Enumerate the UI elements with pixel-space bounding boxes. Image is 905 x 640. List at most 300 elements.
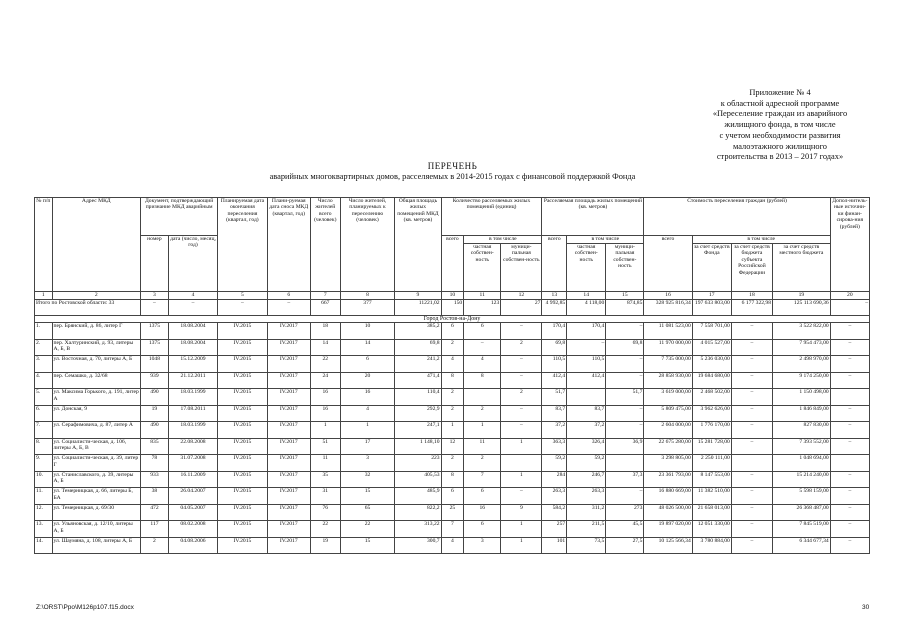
table-cell: –	[830, 521, 869, 538]
table-cell: –	[731, 422, 772, 439]
table-cell: 12.	[35, 504, 53, 521]
table-cell: 78	[141, 455, 169, 472]
column-number: 1	[35, 292, 53, 300]
table-cell: 18.03.1999	[168, 389, 217, 406]
table-cell: –	[731, 389, 772, 406]
table-cell: 385,2	[395, 323, 441, 340]
table-cell: 65	[340, 504, 395, 521]
table-cell: –	[501, 372, 542, 389]
table-cell: 83,7	[567, 405, 606, 422]
table-cell: 15.12.2009	[168, 356, 217, 373]
table-cell: –	[830, 488, 869, 505]
table-cell: 412,4	[567, 372, 606, 389]
column-number: 4	[168, 292, 217, 300]
table-cell	[830, 455, 869, 472]
table-row	[35, 339, 870, 356]
col-apartments-total: всего	[441, 236, 464, 292]
annex-line: к областной адресной программе	[720, 98, 840, 108]
table-cell: –	[731, 488, 772, 505]
table-cell: IV.2015	[218, 438, 267, 455]
table-cell: 31	[310, 488, 340, 505]
table-cell: 32	[340, 471, 395, 488]
table-cell	[464, 389, 501, 406]
table-cell: 2	[441, 405, 464, 422]
table-cell: –	[830, 339, 869, 356]
table-cell: –	[830, 537, 869, 554]
total-label: Итого по Ростовской области: 33	[35, 300, 141, 316]
table-cell: 2	[501, 389, 542, 406]
total-cell: 328 925 816,34	[644, 300, 692, 316]
table-cell: 6	[464, 323, 501, 340]
table-cell: –	[501, 356, 542, 373]
table-cell: 10 125 566,34	[644, 537, 692, 554]
table-cell: 22	[310, 521, 340, 538]
table-cell: –	[830, 438, 869, 455]
table-cell: –	[501, 323, 542, 340]
table-cell: 300,7	[395, 537, 441, 554]
table-cell: 7 393 552,00	[773, 438, 831, 455]
table-cell: –	[731, 356, 772, 373]
total-cell: 197 633 803,00	[692, 300, 731, 316]
column-number: 17	[692, 292, 731, 300]
col-cost-fund: за счет средств Фонда	[692, 244, 731, 292]
table-cell: 247,1	[395, 422, 441, 439]
total-cell: –	[168, 300, 217, 316]
table-cell: 9 174 250,00	[773, 372, 831, 389]
table-cell: 485,9	[395, 488, 441, 505]
table-row	[35, 455, 870, 472]
col-apt-private: частная собствен-ность	[464, 244, 501, 292]
col-area-total: всего	[542, 236, 567, 292]
table-cell: 5 809 475,00	[644, 405, 692, 422]
table-row	[35, 471, 870, 488]
table-cell: 110,4	[395, 389, 441, 406]
table-cell	[731, 455, 772, 472]
table-cell: 292,9	[395, 405, 441, 422]
table-cell: IV.2017	[267, 405, 310, 422]
document-subtitle: аварийных многоквартирных домов, расселяемых в 2014-2015 годах с финансовой поддержкой Фонда	[269, 172, 636, 181]
table-cell: 16	[310, 405, 340, 422]
table-cell: 2	[464, 455, 501, 472]
col-cost-incl: в том числе	[692, 236, 830, 244]
footer-page-number: 30	[862, 604, 870, 611]
column-number: 13	[542, 292, 567, 300]
col-cost-total: всего	[644, 236, 692, 292]
table-cell: IV.2015	[218, 356, 267, 373]
table-cell: 2	[464, 405, 501, 422]
total-cell: –	[267, 300, 310, 316]
column-number: 6	[267, 292, 310, 300]
table-cell: 311,2	[567, 504, 606, 521]
table-cell: 21 658 013,00	[692, 504, 731, 521]
column-number: 7	[310, 292, 340, 300]
table-cell: 313,22	[395, 521, 441, 538]
table-cell: 11 081 523,00	[644, 323, 692, 340]
table-cell: IV.2015	[218, 422, 267, 439]
table-cell: 35	[310, 471, 340, 488]
table-cell: 7 558 701,00	[692, 323, 731, 340]
table-cell	[830, 389, 869, 406]
table-cell: IV.2015	[218, 339, 267, 356]
table-cell: 263,3	[567, 488, 606, 505]
table-cell: IV.2017	[267, 438, 310, 455]
table-row	[35, 422, 870, 439]
table-cell: –	[606, 372, 644, 389]
col-doc-date: дата (число, месяц, год)	[168, 236, 217, 292]
table-cell: 3 522 822,00	[773, 323, 831, 340]
table-cell: 83,7	[542, 405, 567, 422]
column-number: 9	[395, 292, 441, 300]
table-cell: 170,4	[567, 323, 606, 340]
table-cell: 25	[441, 504, 464, 521]
table-cell: 21.12.2011	[168, 372, 217, 389]
table-cell: –	[606, 356, 644, 373]
table-row	[35, 389, 870, 406]
table-cell: 16 880 669,00	[644, 488, 692, 505]
table-cell: пер. Семашко, д. 32/68	[52, 372, 141, 389]
table-cell: 1	[310, 422, 340, 439]
table-cell: 3 962 626,00	[692, 405, 731, 422]
table-cell: 2 498 970,00	[773, 356, 831, 373]
total-cell: 4 992,85	[542, 300, 567, 316]
table-cell: –	[606, 405, 644, 422]
table-cell: –	[731, 521, 772, 538]
table-cell: 4.	[35, 372, 53, 389]
table-cell: 7	[441, 521, 464, 538]
table-cell: 19 684 680,00	[692, 372, 731, 389]
table-cell: 1 148,10	[395, 438, 441, 455]
table-cell: 933	[141, 471, 169, 488]
column-number: 18	[731, 292, 772, 300]
table-cell: 827 830,00	[773, 422, 831, 439]
table-cell: 76	[310, 504, 340, 521]
column-number: 3	[141, 292, 169, 300]
col-area-incl: в том числе	[567, 236, 644, 244]
col-planned-end: Планируемая дата окончания переселения (квартал, год)	[218, 198, 267, 292]
table-cell: 73,5	[567, 537, 606, 554]
table-cell: 6	[464, 521, 501, 538]
table-cell: 1 048 694,00	[773, 455, 831, 472]
table-cell: 15 281 728,00	[692, 438, 731, 455]
table-cell: 490	[141, 389, 169, 406]
column-number: 5	[218, 292, 267, 300]
table-cell: 15	[340, 488, 395, 505]
table-cell: 2	[501, 339, 542, 356]
table-row	[35, 438, 870, 455]
total-cell: –	[218, 300, 267, 316]
table-cell: 405,53	[395, 471, 441, 488]
table-cell: 19 897 020,00	[644, 521, 692, 538]
table-cell: 8.	[35, 438, 53, 455]
table-cell: 10.	[35, 471, 53, 488]
table-cell: 08.02.2008	[168, 521, 217, 538]
col-apartments-incl: в том числе	[464, 236, 542, 244]
table-cell: IV.2015	[218, 389, 267, 406]
table-cell: 69,8	[542, 339, 567, 356]
table-cell: 18.08.2004	[168, 323, 217, 340]
table-row	[35, 372, 870, 389]
table-cell: 11.	[35, 488, 53, 505]
table-cell: 59,2	[542, 455, 567, 472]
table-cell: 18.03.1999	[168, 422, 217, 439]
table-cell: 7 845 519,00	[773, 521, 831, 538]
table-cell: IV.2015	[218, 455, 267, 472]
table-cell: 48 026 500,00	[644, 504, 692, 521]
annex-line: с учетом необходимости развития	[719, 130, 841, 140]
table-cell: 04.08.2006	[168, 537, 217, 554]
col-num: № п/п	[35, 198, 53, 292]
document-title: ПЕРЕЧЕНЬ	[427, 161, 478, 171]
table-cell: 11 970 000,00	[644, 339, 692, 356]
table-cell: 101	[542, 537, 567, 554]
table-cell: 8	[441, 372, 464, 389]
col-doc-number: номер	[141, 236, 169, 292]
total-cell: –	[141, 300, 169, 316]
table-row	[35, 521, 870, 538]
table-cell: 2 468 502,00	[692, 389, 731, 406]
table-cell: ул. Донская, 9	[52, 405, 141, 422]
col-apt-municipal: муници-пальная собствен-ность	[501, 244, 542, 292]
table-cell: –	[606, 422, 644, 439]
table-cell: 19	[141, 405, 169, 422]
table-cell: 9	[501, 504, 542, 521]
table-cell: 15 214 240,00	[773, 471, 831, 488]
table-row	[35, 323, 870, 340]
table-cell: 2	[441, 455, 464, 472]
table-cell: 24	[310, 372, 340, 389]
table-cell: 3 619 000,00	[644, 389, 692, 406]
table-cell: –	[731, 537, 772, 554]
table-cell: ул. Станиславского, д. 39, литеры А, Б	[52, 471, 141, 488]
table-cell: 170,4	[542, 323, 567, 340]
annex-line: «Переселение граждан из аварийного	[712, 109, 848, 119]
table-cell: 38	[141, 488, 169, 505]
table-cell: –	[567, 339, 606, 356]
table-cell: 241,2	[395, 356, 441, 373]
table-cell: 7.	[35, 422, 53, 439]
table-cell: 835	[141, 438, 169, 455]
table-cell: 19	[310, 537, 340, 554]
table-cell: 22.08.2008	[168, 438, 217, 455]
table-cell: 6	[464, 488, 501, 505]
table-cell: 2	[141, 537, 169, 554]
table-cell: IV.2017	[267, 521, 310, 538]
table-cell: 51,7	[606, 389, 644, 406]
column-number: 16	[644, 292, 692, 300]
table-cell: 211,5	[567, 521, 606, 538]
table-cell: 16	[464, 504, 501, 521]
table-cell: IV.2015	[218, 504, 267, 521]
table-cell: IV.2017	[267, 488, 310, 505]
table-cell: –	[606, 488, 644, 505]
register-table	[34, 197, 870, 554]
column-number: 15	[606, 292, 644, 300]
table-cell: 7 735 000,00	[644, 356, 692, 373]
table-cell: 22	[310, 356, 340, 373]
table-cell: 584,2	[542, 504, 567, 521]
table-cell: 14	[340, 339, 395, 356]
table-cell: –	[830, 471, 869, 488]
table-cell: ул. Социалисти-ческая, д. 106, литеры А, Б, В	[52, 438, 141, 455]
column-number-row	[35, 292, 870, 300]
table-cell: –	[606, 323, 644, 340]
table-cell: 37,3	[606, 471, 644, 488]
table-cell: –	[731, 504, 772, 521]
table-cell: –	[830, 356, 869, 373]
table-cell: 27,5	[606, 537, 644, 554]
col-planned-demolition: Плани-руемая дата сноса МКД (квартал, год)	[267, 198, 310, 292]
table-cell: IV.2017	[267, 471, 310, 488]
table-cell: 14.	[35, 537, 53, 554]
table-cell: 110,5	[542, 356, 567, 373]
col-area-municipal: муници-пальная собствен-ность	[606, 244, 644, 292]
table-cell: –	[731, 323, 772, 340]
table-cell: 246,7	[567, 471, 606, 488]
table-cell: 8	[464, 372, 501, 389]
table-cell: IV.2015	[218, 488, 267, 505]
table-cell: 3 780 884,00	[692, 537, 731, 554]
table-cell: 1	[464, 422, 501, 439]
table-cell: 14	[310, 339, 340, 356]
table-cell: 5 236 030,00	[692, 356, 731, 373]
table-cell: –	[830, 504, 869, 521]
table-cell: 37,2	[567, 422, 606, 439]
table-cell: IV.2017	[267, 372, 310, 389]
annex-line: строительства в 2013 – 2017 годах»	[716, 152, 844, 162]
table-cell: 45,5	[606, 521, 644, 538]
table-cell: 7	[464, 471, 501, 488]
city-header-row	[35, 316, 870, 323]
table-cell: ул. Темерницкая, д. 66, литеры Б, БА	[52, 488, 141, 505]
table-cell: 26 368 487,00	[773, 504, 831, 521]
col-cost: Стоимость переселения граждан (рублей)	[644, 198, 830, 236]
table-cell: 8	[441, 471, 464, 488]
table-cell: 22	[340, 521, 395, 538]
table-cell: 1.	[35, 323, 53, 340]
table-cell: 04.05.2007	[168, 504, 217, 521]
table-cell: IV.2017	[267, 455, 310, 472]
table-cell: 28 858 930,00	[644, 372, 692, 389]
total-cell: 125 113 690,36	[773, 300, 831, 316]
table-cell: –	[464, 339, 501, 356]
table-cell: 2	[441, 389, 464, 406]
table-cell: IV.2015	[218, 521, 267, 538]
table-cell: 822,2	[395, 504, 441, 521]
table-cell: 4	[441, 356, 464, 373]
column-number: 10	[441, 292, 464, 300]
table-cell: –	[501, 422, 542, 439]
table-cell: IV.2015	[218, 372, 267, 389]
table-cell: 16	[340, 389, 395, 406]
col-apartments: Количество расселяемых жилых помещений (единиц)	[441, 198, 542, 236]
table-cell: IV.2017	[267, 422, 310, 439]
table-cell: 13.	[35, 521, 53, 538]
total-cell: 377	[340, 300, 395, 316]
table-cell: 1 846 849,00	[773, 405, 831, 422]
total-cell: 150	[441, 300, 464, 316]
table-cell: 20	[340, 372, 395, 389]
table-cell: 472	[141, 504, 169, 521]
table-cell: 11	[310, 455, 340, 472]
table-cell: 471,4	[395, 372, 441, 389]
table-cell: 1 150 498,00	[773, 389, 831, 406]
footer-file-path: Z:\ORST\Ppo\M126p107.f15.docx	[36, 604, 134, 611]
col-area-resettled: Расселяемая площадь жилых помещений (кв. метров)	[542, 198, 644, 236]
table-cell: 3 298 805,00	[644, 455, 692, 472]
table-cell: ул. Восточная, д. 70, литеры А, Б	[52, 356, 141, 373]
table-cell: 273	[606, 504, 644, 521]
table-cell: 7 954 473,00	[773, 339, 831, 356]
col-residents: Число жителей всего (человек)	[310, 198, 340, 292]
table-cell: 12 051 330,00	[692, 521, 731, 538]
table-cell: 8 147 553,00	[692, 471, 731, 488]
table-cell: 412,4	[542, 372, 567, 389]
table-cell: 284	[542, 471, 567, 488]
annex-block	[690, 88, 870, 163]
table-cell: ул. Серафимовича, д. 87, литер А	[52, 422, 141, 439]
table-cell: 18	[310, 323, 340, 340]
table-cell: 26.04.2007	[168, 488, 217, 505]
table-cell: IV.2017	[267, 389, 310, 406]
table-cell: –	[731, 372, 772, 389]
total-cell: 6 177 322,98	[731, 300, 772, 316]
table-cell: 1	[501, 471, 542, 488]
table-cell: 18.08.2004	[168, 339, 217, 356]
table-cell: –	[731, 405, 772, 422]
table-cell: 12	[441, 438, 464, 455]
table-cell: 3	[340, 455, 395, 472]
table-cell	[501, 455, 542, 472]
column-number: 14	[567, 292, 606, 300]
table-cell: IV.2017	[267, 323, 310, 340]
table-cell: 22 675 280,00	[644, 438, 692, 455]
table-cell: ул. Ульяновская, д. 12/10, литеры А, Б	[52, 521, 141, 538]
table-cell: IV.2015	[218, 405, 267, 422]
table-cell: 2.	[35, 339, 53, 356]
table-cell: 16	[310, 389, 340, 406]
table-cell: 31.07.2008	[168, 455, 217, 472]
table-cell: 1	[501, 537, 542, 554]
table-cell	[567, 389, 606, 406]
table-cell: IV.2015	[218, 471, 267, 488]
total-cell: –	[830, 300, 869, 316]
table-cell: 59,2	[567, 455, 606, 472]
col-extra: Допол-нитель-ные источни-ки финан-сирова-ния (рублей)	[830, 198, 869, 292]
table-cell: –	[731, 471, 772, 488]
annex-line: жилищного фонда, в том числе	[724, 120, 836, 130]
table-cell: 16.11.2009	[168, 471, 217, 488]
table-cell: 1375	[141, 323, 169, 340]
table-cell: 4	[340, 405, 395, 422]
table-cell: 6	[441, 323, 464, 340]
table-cell: 69,8	[395, 339, 441, 356]
total-row	[35, 300, 870, 316]
table-cell: 223	[395, 455, 441, 472]
column-number: 12	[501, 292, 542, 300]
table-cell: IV.2017	[267, 356, 310, 373]
table-cell: 490	[141, 422, 169, 439]
table-cell: 6	[340, 356, 395, 373]
table-cell: 17.08.2011	[168, 405, 217, 422]
table-cell: 117	[141, 521, 169, 538]
total-cell: 123	[464, 300, 501, 316]
table-row	[35, 356, 870, 373]
col-cost-region: за счет средств бюджета субъекта Российской Федерации	[731, 244, 772, 292]
table-cell: 69,8	[606, 339, 644, 356]
table-cell: пер. Брянский, д. 86, литер Г	[52, 323, 141, 340]
table-cell: 1048	[141, 356, 169, 373]
column-number: 11	[464, 292, 501, 300]
